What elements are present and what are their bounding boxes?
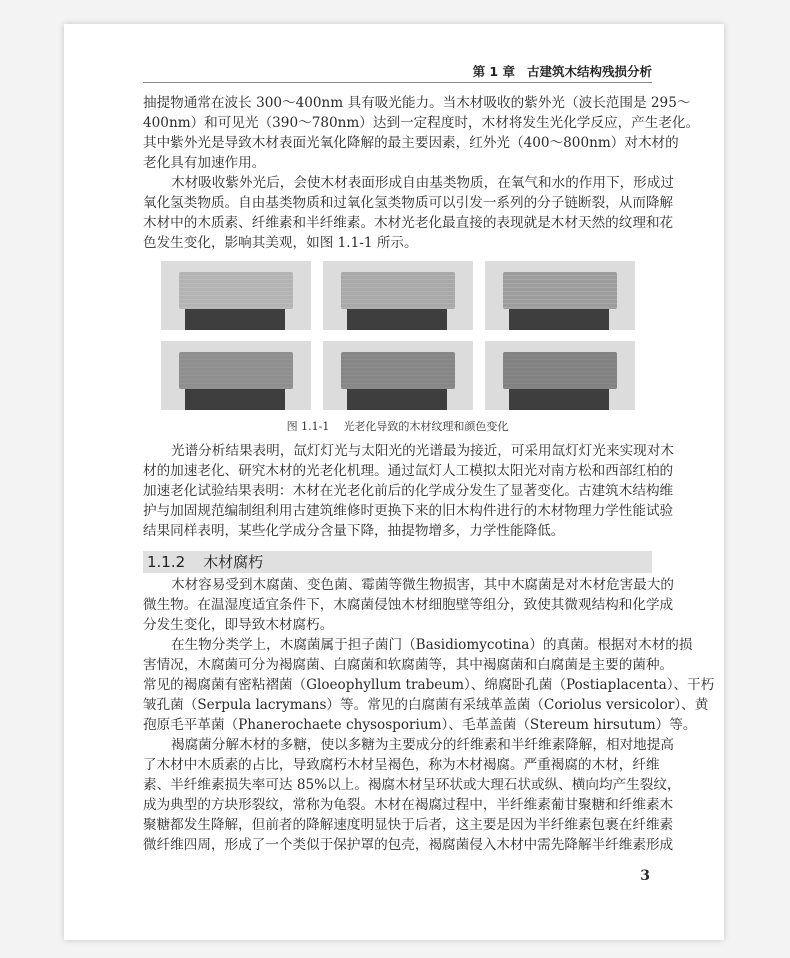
- figure-number: 图 1.1-1: [286, 420, 330, 433]
- text-line: 老化具有加速作用。: [143, 155, 266, 171]
- text-line: 素、半纤维素损失率可达 85%以上。褐腐木材呈环状或大理石状或纵、横向均产生裂纹，: [143, 777, 681, 793]
- text-line: 分发生变化，即导致木材腐朽。: [143, 617, 334, 633]
- text-line: 色发生变化，影响其美观，如图 1.1-1 所示。: [143, 235, 418, 251]
- paragraph-2: [143, 173, 674, 253]
- wood-sample-front-face: [509, 389, 609, 410]
- paragraph-5: [143, 635, 715, 735]
- figure-1-1-photos: [161, 261, 634, 411]
- section-number: 1.1.2: [147, 553, 186, 571]
- figure-caption-text: 光老化导致的木材纹理和颜色变化: [343, 420, 509, 433]
- text-line: 常见的褐腐菌有密粘褶菌（Gloeophyllum trabeum）、绵腐卧孔菌（Postiaplacenta）、干朽: [143, 677, 715, 693]
- wood-sample-front-face: [185, 389, 285, 410]
- text-line: 其中紫外光是导致木材表面光氧化降解的最主要因素，红外光（400～800nm）对木材的: [143, 135, 679, 151]
- text-line: 氧化氢类物质。自由基类物质和过氧化氢类物质可以引发一系列的分子链断裂，从而降解: [143, 195, 674, 211]
- text-line: 微纤维四周，形成了一个类似于保护罩的包壳，褐腐菌侵入木材中需先降解半纤维素形成: [143, 837, 674, 853]
- wood-sample-top-face: [341, 352, 455, 389]
- wood-sample-top-face: [341, 272, 455, 309]
- text-line: 褐腐菌分解木材的多糖，使以多糖为主要成分的纤维素和半纤维素降解，相对地提高: [171, 737, 674, 753]
- text-line: 材的加速老化、研究木材的光老化机理。通过氙灯人工模拟太阳光对南方松和西部红柏的: [143, 463, 674, 479]
- text-line: 结果同样表明，某些化学成分含量下降，抽提物增多，力学性能降低。: [143, 523, 565, 539]
- wood-sample-front-face: [185, 309, 285, 330]
- page-number: 3: [640, 868, 650, 884]
- section-title: 木材腐朽: [203, 553, 264, 571]
- text-line: 抽提物通常在波长 300～400nm 具有吸光能力。当木材吸收的紫外光（波长范围是 295～: [143, 95, 691, 111]
- paragraph-1: [143, 93, 700, 173]
- wood-sample-photo: [161, 261, 311, 330]
- text-line: 护与加固规范编制组利用古建筑维修时更换下来的旧木构件进行的木材物理力学性能试验: [143, 503, 674, 519]
- text-line: 在生物分类学上，木腐菌属于担子菌门（Basidiomycotina）的真菌。根据对木材的损: [171, 637, 693, 653]
- text-line: 聚糖都发生降解，但前者的降解速度明显快于后者，这主要是因为半纤维素包裹在纤维素: [143, 817, 674, 833]
- text-line: 木材吸收紫外光后，会使木材表面形成自由基类物质，在氧气和水的作用下，形成过: [171, 175, 674, 191]
- text-line: 孢原毛平革菌（Phanerochaete chysosporium）、毛革盖菌（Stereum hirsutum）等。: [143, 717, 697, 733]
- paragraph-6: [143, 735, 681, 855]
- running-header: [143, 62, 652, 80]
- wood-sample-front-face: [347, 389, 447, 410]
- text-line: 400nm）和可见光（390～780nm）达到一定程度时，木材将发生光化学反应，产生老化。: [143, 115, 700, 131]
- wood-sample-photo: [161, 341, 311, 410]
- wood-sample-photo: [323, 341, 473, 410]
- wood-sample-top-face: [503, 272, 617, 309]
- text-line: 成为典型的方块形裂纹，常称为龟裂。木材在褐腐过程中，半纤维素葡甘聚糖和纤维素木: [143, 797, 674, 813]
- text-line: 木材中的木质素、纤维素和半纤维素。木材光老化最直接的表现就是木材天然的纹理和花: [143, 215, 674, 231]
- wood-sample-front-face: [509, 309, 609, 330]
- chapter-number: 第 1 章: [472, 64, 515, 79]
- text-line: 加速老化试验结果表明：木材在光老化前后的化学成分发生了显著变化。古建筑木结构维: [143, 483, 674, 499]
- wood-sample-photo: [485, 341, 635, 410]
- chapter-title: 古建筑木结构残损分析: [526, 64, 652, 79]
- wood-sample-front-face: [347, 309, 447, 330]
- text-line: 皱孔菌（Serpula lacrymans）等。常见的白腐菌有采绒革盖菌（Coriolus versicolor）、黄: [143, 697, 709, 713]
- paragraph-3: [143, 441, 674, 541]
- wood-sample-top-face: [503, 352, 617, 389]
- text-line: 光谱分析结果表明，氙灯灯光与太阳光的光谱最为接近，可采用氙灯灯光来实现对木: [171, 443, 674, 459]
- wood-sample-photo: [323, 261, 473, 330]
- text-line: 害情况，木腐菌可分为褐腐菌、白腐菌和软腐菌等，其中褐腐菌和白腐菌是主要的菌种。: [143, 657, 674, 673]
- wood-sample-top-face: [179, 352, 293, 389]
- wood-sample-photo: [485, 261, 635, 330]
- header-rule: [143, 82, 652, 83]
- text-line: 木材容易受到木腐菌、变色菌、霉菌等微生物损害，其中木腐菌是对木材危害最大的: [171, 577, 674, 593]
- text-line: 微生物。在温湿度适宜条件下，木腐菌侵蚀木材细胞壁等组分，致使其微观结构和化学成: [143, 597, 674, 613]
- paragraph-4: [143, 575, 674, 635]
- section-heading: [143, 551, 652, 573]
- wood-sample-top-face: [179, 272, 293, 309]
- text-line: 了木材中木质素的占比，导致腐朽木材呈褐色，称为木材褐腐。严重褐腐的木材，纤维: [143, 757, 660, 773]
- figure-caption: [143, 418, 652, 434]
